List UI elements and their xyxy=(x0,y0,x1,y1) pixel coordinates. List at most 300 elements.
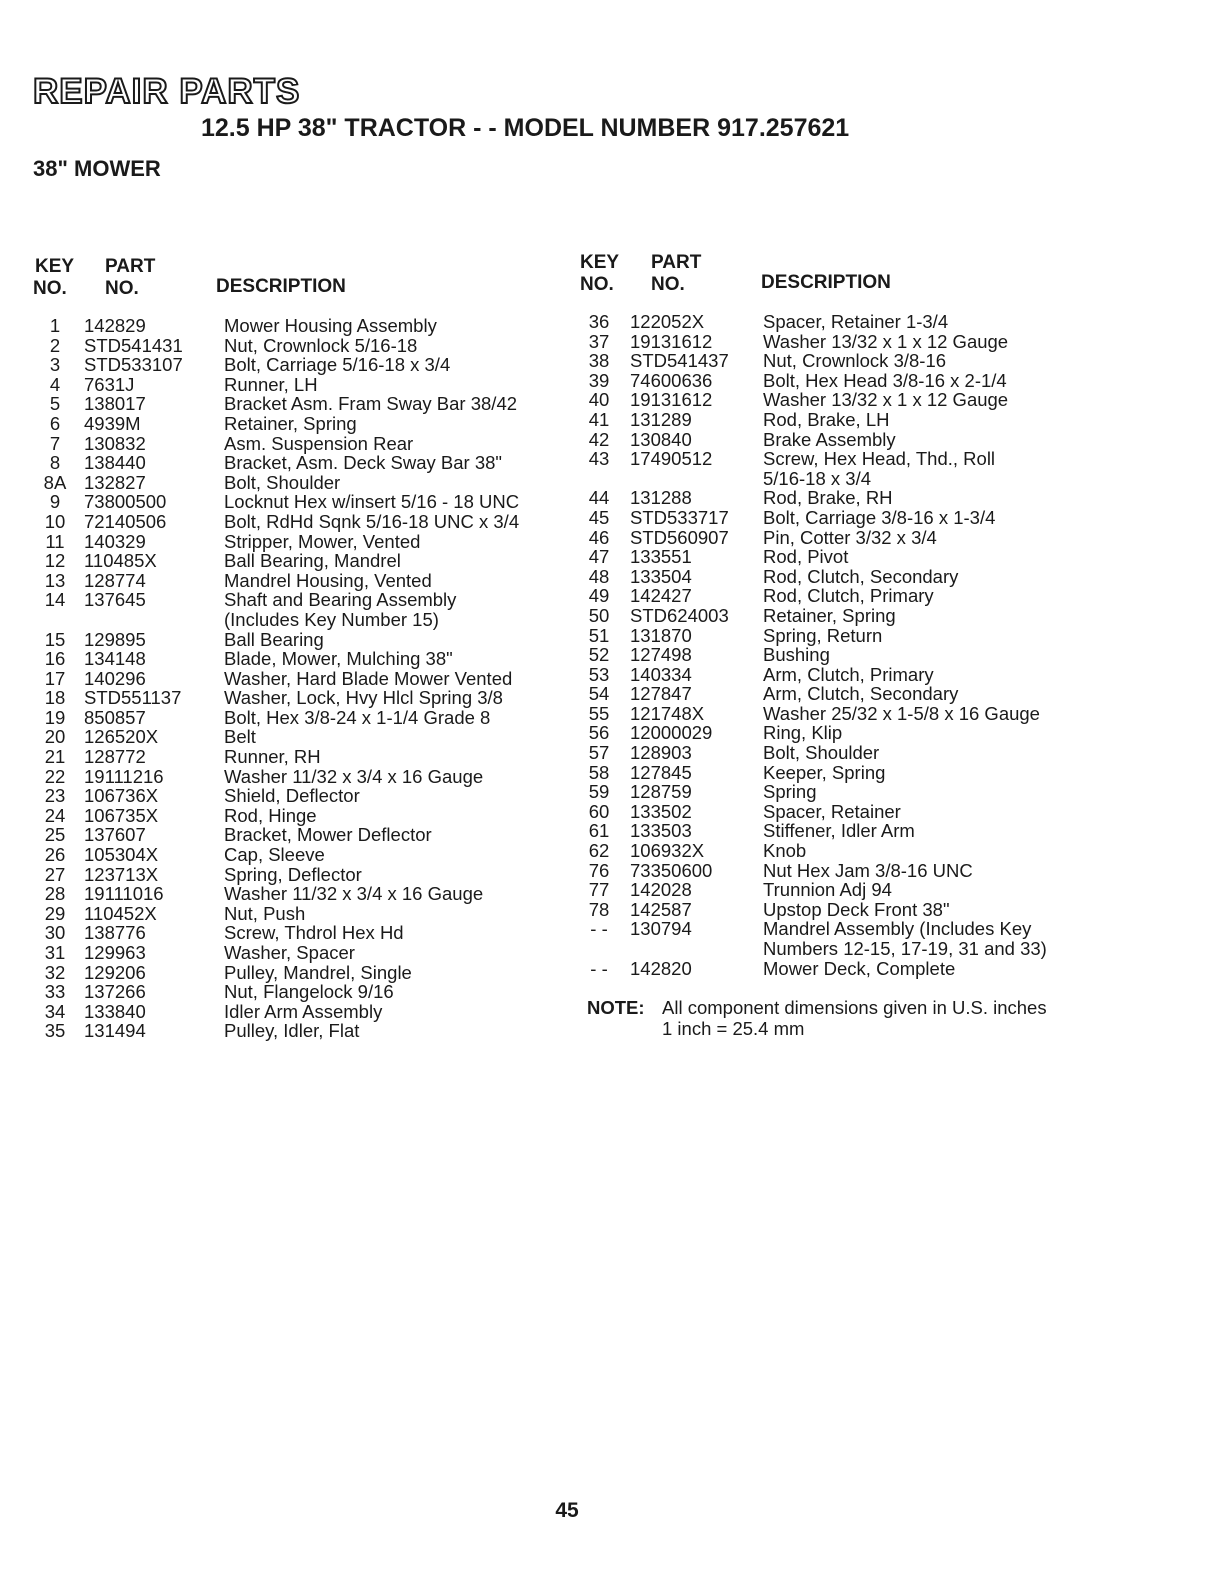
part-no-header: NO. xyxy=(105,278,139,299)
table-row xyxy=(33,708,519,728)
key-number: 40 xyxy=(588,389,610,411)
part-description: Ring, Klip xyxy=(763,722,843,744)
key-number: 4 xyxy=(49,373,61,395)
key-number: 18 xyxy=(44,687,66,709)
part-number: 72140506 xyxy=(84,510,167,532)
part-description: Retainer, Spring xyxy=(763,604,896,626)
part-number: 137266 xyxy=(84,981,146,1003)
part-description: Washer 13/32 x 1 x 12 Gauge xyxy=(763,389,1009,411)
key-number: 45 xyxy=(588,506,610,528)
table-row xyxy=(33,806,519,826)
part-description: Nut, Flangelock 9/16 xyxy=(224,981,394,1003)
part-number: 122052X xyxy=(630,311,705,332)
part-number: 142427 xyxy=(630,585,692,607)
key-number: 52 xyxy=(588,644,610,666)
table-row xyxy=(33,630,519,650)
key-number: 17 xyxy=(44,667,66,689)
part-description: Rod, Brake, LH xyxy=(763,408,890,430)
table-row xyxy=(580,586,1047,606)
part-description: Arm, Clutch, Secondary xyxy=(763,683,959,705)
note-label: NOTE: xyxy=(587,997,645,1018)
key-number: 25 xyxy=(44,824,66,846)
table-row xyxy=(33,394,519,414)
part-number: 17490512 xyxy=(630,448,713,470)
key-number: 22 xyxy=(44,765,66,787)
table-row xyxy=(33,336,519,356)
part-number xyxy=(77,610,224,630)
column-header xyxy=(580,252,1200,312)
part-description: Idler Arm Assembly xyxy=(224,1000,383,1022)
part-number: 140329 xyxy=(84,530,146,552)
part-number: 19131612 xyxy=(630,330,713,352)
part-description: Stiffener, Idler Arm xyxy=(763,820,915,842)
part-description: Washer 11/32 x 3/4 x 16 Gauge xyxy=(224,765,484,787)
key-number: 61 xyxy=(588,820,610,842)
key-number xyxy=(580,939,618,959)
part-number: 131494 xyxy=(84,1020,146,1042)
table-row xyxy=(33,904,519,924)
part-description: Belt xyxy=(224,726,256,748)
key-number: 50 xyxy=(588,604,610,626)
part-description: Runner, RH xyxy=(224,746,321,768)
part-number: 110452X xyxy=(84,902,157,924)
table-row xyxy=(33,649,519,669)
key-number: - - xyxy=(590,957,608,979)
table-row xyxy=(33,963,519,983)
table-row xyxy=(33,453,519,473)
table-row xyxy=(580,959,1047,979)
key-number: 44 xyxy=(588,487,610,509)
part-number: 127498 xyxy=(630,644,692,666)
key-number: 14 xyxy=(44,589,66,611)
table-row xyxy=(33,865,519,885)
part-description: Stripper, Mower, Vented xyxy=(224,530,421,552)
part-description: Spring, Return xyxy=(763,624,883,646)
page-title: REPAIR PARTS xyxy=(33,72,301,111)
part-description: Retainer, Spring xyxy=(224,412,357,434)
part-description: Bolt, RdHd Sqnk 5/16-18 UNC x 3/4 xyxy=(224,510,520,532)
table-row xyxy=(33,316,519,336)
part-description: Bolt, Shoulder xyxy=(224,471,341,493)
key-number: 49 xyxy=(588,585,610,607)
part-number: 106735X xyxy=(84,804,159,826)
key-number: 42 xyxy=(588,428,610,450)
key-number: 78 xyxy=(588,898,610,920)
part-number: STD533717 xyxy=(630,506,729,528)
part-no-header: NO. xyxy=(651,274,685,295)
key-number: 30 xyxy=(44,922,66,944)
part-description: Rod, Hinge xyxy=(224,804,317,826)
table-row xyxy=(580,919,1047,939)
part-description: Blade, Mower, Mulching 38" xyxy=(224,648,453,670)
note xyxy=(587,997,1047,1039)
table-row xyxy=(580,861,1047,881)
part-description: Bushing xyxy=(763,644,830,666)
key-number: 8A xyxy=(43,471,67,493)
key-number: 28 xyxy=(44,883,66,905)
part-description: Ball Bearing xyxy=(224,628,324,650)
part-description: Nut, Crownlock 5/16-18 xyxy=(224,334,418,356)
table-row xyxy=(33,943,519,963)
part-number: 128774 xyxy=(84,569,146,591)
table-row xyxy=(33,492,519,512)
table-row xyxy=(580,626,1047,646)
part-description: Bolt, Shoulder xyxy=(763,742,880,764)
part-description: Trunnion Adj 94 xyxy=(763,879,892,901)
part-description: Numbers 12-15, 17-19, 31 and 33) xyxy=(763,938,1047,959)
part-description: Nut, Crownlock 3/8-16 xyxy=(763,350,947,372)
part-number: STD533107 xyxy=(84,354,183,376)
note-line-2: 1 inch = 25.4 mm xyxy=(662,1018,805,1039)
table-row xyxy=(580,763,1047,783)
part-description: Bolt, Carriage 3/8-16 x 1-3/4 xyxy=(763,506,996,528)
part-number: STD560907 xyxy=(630,526,729,548)
part-description: Screw, Thdrol Hex Hd xyxy=(224,922,404,944)
part-description: Bracket Asm. Fram Sway Bar 38/42 xyxy=(224,393,518,415)
part-description: Screw, Hex Head, Thd., Roll xyxy=(763,448,996,470)
key-number: 41 xyxy=(588,408,610,430)
key-number: 5 xyxy=(49,393,61,415)
key-number: 27 xyxy=(44,863,66,885)
key-number: 54 xyxy=(588,683,610,705)
table-row xyxy=(33,551,519,571)
part-description: Spacer, Retainer 1-3/4 xyxy=(763,311,949,332)
part-description: Mandrel Housing, Vented xyxy=(224,569,432,591)
part-description: Washer, Spacer xyxy=(224,942,355,963)
table-row xyxy=(33,375,519,395)
part-number: STD624003 xyxy=(630,604,729,626)
part-number: 137645 xyxy=(84,589,146,611)
table-row xyxy=(580,606,1047,626)
part-number: 106736X xyxy=(84,785,159,807)
table-row xyxy=(33,571,519,591)
key-number: 8 xyxy=(49,452,61,474)
part-number: 133503 xyxy=(630,820,692,842)
table-row xyxy=(33,414,519,434)
note-line-1: All component dimensions given in U.S. inches xyxy=(662,997,1047,1018)
part-description: Mandrel Assembly (Includes Key xyxy=(763,918,1032,940)
key-number: 53 xyxy=(588,663,610,685)
key-number: 48 xyxy=(588,565,610,587)
table-row xyxy=(33,884,519,904)
key-number: 60 xyxy=(588,800,610,822)
key-number: 9 xyxy=(49,491,61,513)
table-row xyxy=(33,512,519,532)
table-row xyxy=(580,528,1047,548)
key-number: 12 xyxy=(44,550,66,572)
part-description: Pulley, Idler, Flat xyxy=(224,1020,360,1042)
table-row xyxy=(33,434,519,454)
key-number: 24 xyxy=(44,804,66,826)
table-row xyxy=(33,845,519,865)
part-description: Bolt, Hex Head 3/8-16 x 2-1/4 xyxy=(763,369,1007,391)
parts-table-right xyxy=(580,312,1047,978)
key-header: KEY xyxy=(35,256,75,277)
table-row xyxy=(580,312,1047,332)
part-number: 19131612 xyxy=(630,389,713,411)
part-number: 129895 xyxy=(84,628,146,650)
part-number: 140334 xyxy=(630,663,692,685)
part-description: Cap, Sleeve xyxy=(224,844,325,866)
part-number: 128903 xyxy=(630,742,692,764)
table-row xyxy=(580,351,1047,371)
part-description: Locknut Hex w/insert 5/16 - 18 UNC xyxy=(224,491,520,513)
table-row xyxy=(580,821,1047,841)
part-number: 142829 xyxy=(84,315,146,336)
part-number: 105304X xyxy=(84,844,159,866)
part-description: Nut, Push xyxy=(224,902,306,924)
key-number: 11 xyxy=(45,530,65,552)
part-description: Rod, Clutch, Secondary xyxy=(763,565,959,587)
key-number: 7 xyxy=(49,432,61,454)
part-number: 12000029 xyxy=(630,722,713,744)
part-number: 142028 xyxy=(630,879,692,901)
table-row xyxy=(33,767,519,787)
key-number: 51 xyxy=(588,624,610,646)
part-number: 128759 xyxy=(630,781,692,803)
key-number: 2 xyxy=(49,334,61,356)
part-description: Spacer, Retainer xyxy=(763,800,901,822)
part-number xyxy=(618,469,763,489)
part-description: Washer, Lock, Hvy Hlcl Spring 3/8 xyxy=(224,687,503,709)
part-description: 5/16-18 x 3/4 xyxy=(763,467,871,489)
key-number: 19 xyxy=(44,706,66,728)
part-number: 133502 xyxy=(630,800,692,822)
table-row xyxy=(580,488,1047,508)
table-row xyxy=(580,782,1047,802)
part-number: 126520X xyxy=(84,726,159,748)
part-description: Washer 11/32 x 3/4 x 16 Gauge xyxy=(224,883,484,905)
part-description: Spring, Deflector xyxy=(224,863,362,885)
table-row xyxy=(580,704,1047,724)
part-number xyxy=(618,939,763,959)
part-number: 127845 xyxy=(630,761,692,783)
table-row xyxy=(33,688,519,708)
key-number: 37 xyxy=(588,330,610,352)
part-description: Nut Hex Jam 3/8-16 UNC xyxy=(763,859,973,881)
part-description: Rod, Brake, RH xyxy=(763,487,893,509)
table-row xyxy=(33,473,519,493)
part-number: 19111216 xyxy=(84,765,164,787)
key-number: 31 xyxy=(44,942,66,963)
key-number: 16 xyxy=(44,648,66,670)
part-number: 134148 xyxy=(84,648,146,670)
part-number: 133551 xyxy=(630,546,692,568)
part-number: 138776 xyxy=(84,922,146,944)
key-number: 23 xyxy=(44,785,66,807)
table-row xyxy=(33,786,519,806)
part-description: Washer, Hard Blade Mower Vented xyxy=(224,667,513,689)
section-heading: 38" MOWER xyxy=(33,156,161,181)
key-number: 26 xyxy=(44,844,66,866)
key-number xyxy=(33,610,77,630)
part-number: 133504 xyxy=(630,565,692,587)
part-number: STD551137 xyxy=(84,687,182,709)
key-number: - - xyxy=(590,918,608,940)
table-row xyxy=(580,390,1047,410)
table-row xyxy=(580,900,1047,920)
key-number: 62 xyxy=(588,840,610,862)
key-no-header: NO. xyxy=(580,274,614,295)
table-row xyxy=(580,802,1047,822)
key-number: 58 xyxy=(588,761,610,783)
key-no-header: NO. xyxy=(33,278,67,299)
part-header: PART xyxy=(651,252,702,273)
table-row xyxy=(33,727,519,747)
key-number: 13 xyxy=(44,569,66,591)
table-row xyxy=(33,747,519,767)
part-description: Rod, Pivot xyxy=(763,546,849,568)
key-number: 43 xyxy=(588,448,610,470)
part-number: 129963 xyxy=(84,942,146,963)
part-number: 123713X xyxy=(84,863,159,885)
part-description: Shaft and Bearing Assembly xyxy=(224,589,457,611)
part-description: Bracket, Mower Deflector xyxy=(224,824,432,846)
table-row xyxy=(33,610,519,630)
part-number: 132827 xyxy=(84,471,146,493)
table-row xyxy=(580,332,1047,352)
part-number: 73800500 xyxy=(84,491,167,513)
table-row xyxy=(580,684,1047,704)
part-number: 140296 xyxy=(84,667,146,689)
part-number: 131870 xyxy=(630,624,692,646)
part-description: Pin, Cotter 3/32 x 3/4 xyxy=(763,526,937,548)
table-row xyxy=(580,841,1047,861)
part-number: 142820 xyxy=(630,957,692,979)
part-description: Mower Deck, Complete xyxy=(763,957,956,979)
table-row xyxy=(580,371,1047,391)
table-row xyxy=(33,982,519,1002)
part-number: 138440 xyxy=(84,452,146,474)
part-number: 850857 xyxy=(84,706,146,728)
table-row xyxy=(580,743,1047,763)
part-description: Brake Assembly xyxy=(763,428,896,450)
table-row xyxy=(580,665,1047,685)
part-number: 130794 xyxy=(630,918,692,940)
part-number: 131288 xyxy=(630,487,692,509)
part-description: Ball Bearing, Mandrel xyxy=(224,550,401,572)
part-number: 131289 xyxy=(630,408,692,430)
part-number: STD541437 xyxy=(630,350,729,372)
key-header: KEY xyxy=(580,252,620,273)
part-number: 121748X xyxy=(630,702,705,724)
key-number: 34 xyxy=(44,1000,66,1022)
part-number: 127847 xyxy=(630,683,692,705)
key-number: 57 xyxy=(588,742,610,764)
part-number: 73350600 xyxy=(630,859,713,881)
key-number: 47 xyxy=(588,546,610,568)
key-number xyxy=(580,469,618,489)
table-row xyxy=(580,939,1047,959)
table-row xyxy=(580,547,1047,567)
part-header: PART xyxy=(105,256,156,277)
part-description: Knob xyxy=(763,840,807,862)
part-number: 137607 xyxy=(84,824,146,846)
part-number: 74600636 xyxy=(630,369,713,391)
part-number: 128772 xyxy=(84,746,146,768)
table-row xyxy=(580,508,1047,528)
key-number: 29 xyxy=(44,902,66,924)
part-number: 19111016 xyxy=(84,883,164,905)
part-number: STD541431 xyxy=(84,334,183,356)
key-number: 15 xyxy=(44,628,66,650)
part-number: 7631J xyxy=(84,373,135,395)
table-row xyxy=(580,723,1047,743)
key-number: 56 xyxy=(588,722,610,744)
part-description: Rod, Clutch, Primary xyxy=(763,585,934,607)
table-row xyxy=(580,567,1047,587)
parts-table-left xyxy=(33,316,519,1041)
table-row xyxy=(33,532,519,552)
part-number: 130840 xyxy=(630,428,692,450)
part-number: 138017 xyxy=(84,393,146,415)
part-number: 129206 xyxy=(84,961,146,983)
table-row xyxy=(580,469,1047,489)
table-row xyxy=(580,410,1047,430)
table-row xyxy=(33,825,519,845)
part-description: Arm, Clutch, Primary xyxy=(763,663,934,685)
key-number: 76 xyxy=(588,859,610,881)
table-row xyxy=(33,355,519,375)
part-description: Pulley, Mandrel, Single xyxy=(224,961,412,983)
part-description: Mower Housing Assembly xyxy=(224,315,437,336)
table-row xyxy=(580,880,1047,900)
key-number: 59 xyxy=(588,781,610,803)
key-number: 21 xyxy=(44,746,66,768)
key-number: 46 xyxy=(588,526,610,548)
table-row xyxy=(33,923,519,943)
key-number: 1 xyxy=(49,315,61,336)
table-row xyxy=(33,1002,519,1022)
description-header: DESCRIPTION xyxy=(216,276,346,297)
key-number: 6 xyxy=(49,412,61,434)
part-description: Spring xyxy=(763,781,817,803)
key-number: 33 xyxy=(44,981,66,1003)
part-number: 106932X xyxy=(630,840,705,862)
table-row xyxy=(33,669,519,689)
table-row xyxy=(580,645,1047,665)
table-row xyxy=(33,590,519,610)
key-number: 35 xyxy=(44,1020,66,1042)
key-number: 55 xyxy=(588,702,610,724)
model-subtitle: 12.5 HP 38" TRACTOR - - MODEL NUMBER 917.257621 xyxy=(201,114,850,142)
part-description: Bracket, Asm. Deck Sway Bar 38" xyxy=(224,452,502,474)
key-number: 77 xyxy=(588,879,610,901)
description-header: DESCRIPTION xyxy=(761,272,891,293)
part-description: Washer 13/32 x 1 x 12 Gauge xyxy=(763,330,1009,352)
column-header xyxy=(33,256,573,316)
key-number: 38 xyxy=(588,350,610,372)
key-number: 3 xyxy=(49,354,61,376)
part-description: (Includes Key Number 15) xyxy=(224,608,439,630)
part-description: Bolt, Hex 3/8-24 x 1-1/4 Grade 8 xyxy=(224,706,491,728)
page-number: 45 xyxy=(555,1499,579,1522)
part-description: Shield, Deflector xyxy=(224,785,360,807)
part-number: 142587 xyxy=(630,898,692,920)
part-description: Washer 25/32 x 1-5/8 x 16 Gauge xyxy=(763,702,1040,724)
part-description: Upstop Deck Front 38" xyxy=(763,898,950,920)
key-number: 39 xyxy=(588,369,610,391)
part-description: Keeper, Spring xyxy=(763,761,886,783)
part-description: Runner, LH xyxy=(224,373,318,395)
part-description: Bolt, Carriage 5/16-18 x 3/4 xyxy=(224,354,451,376)
key-number: 32 xyxy=(44,961,66,983)
part-number: 110485X xyxy=(84,550,157,572)
table-row xyxy=(580,430,1047,450)
part-number: 130832 xyxy=(84,432,146,454)
part-description: Asm. Suspension Rear xyxy=(224,432,414,454)
table-row xyxy=(33,1021,519,1041)
